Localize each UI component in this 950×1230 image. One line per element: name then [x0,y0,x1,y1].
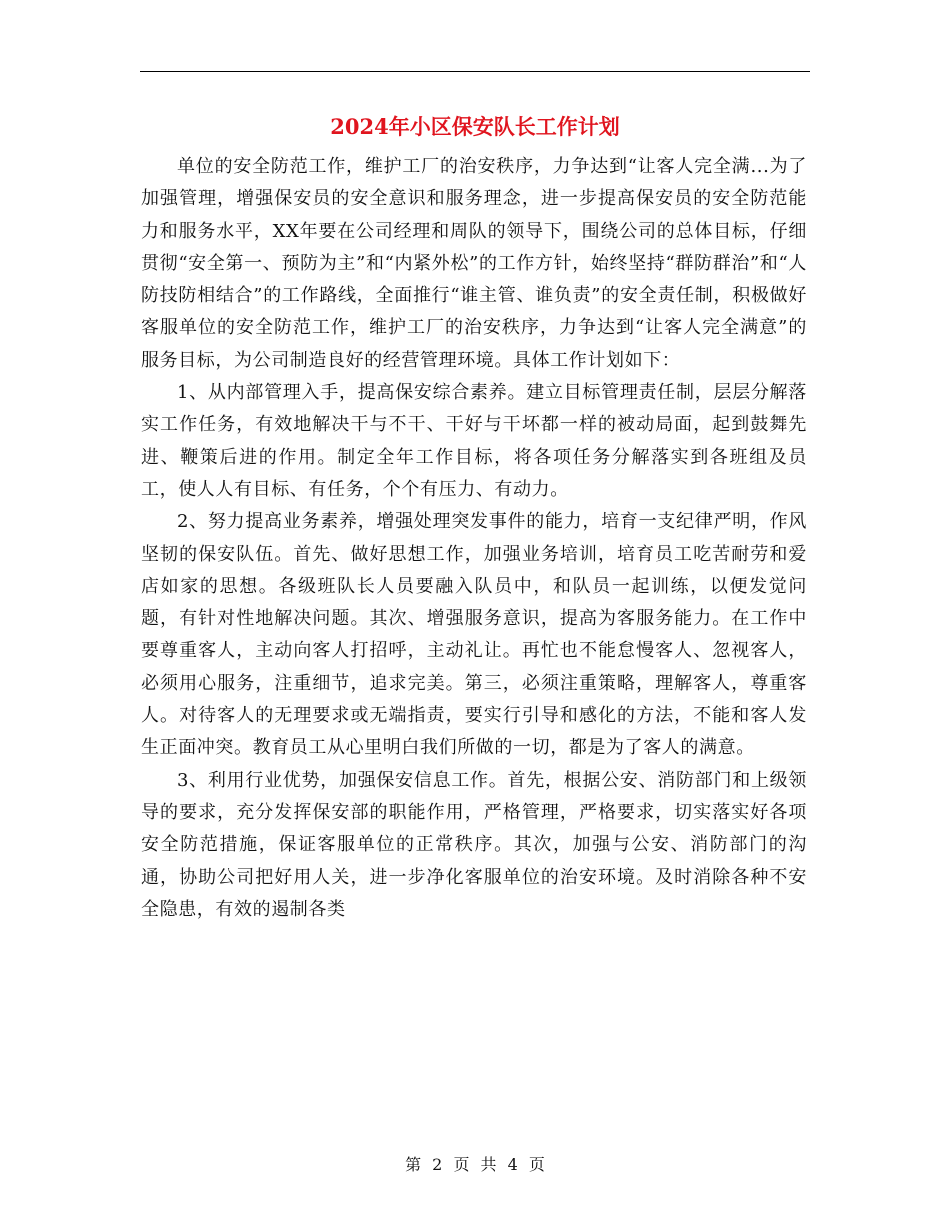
paragraph-item-3: 3、利用行业优势，加强保安信息工作。首先，根据公安、消防部门和上级领导的要求，充分发挥保安部的职能作用，严格管理，严格要求，切实落实好各项安全防范措施，保证客服单位的正常秩序。其次，加强与公安、消防部门的沟通，协助公司把好用人关，进一步净化客服单位的治安环境。及时消除各种不安全隐患，有效的遏制各类 [141,769,807,920]
paragraph-item-1: 1、从内部管理入手，提高保安综合素养。建立目标管理责任制，层层分解落实工作任务，有效地解决干与不干、干好与干坏都一样的被动局面，起到鼓舞先进、鞭策后进的作用。制定全年工作目标，将各项任务分解落实到各班组及员工，使人人有目标、有任务，个个有压力、有动力。 [141,382,807,500]
paragraph-intro: 单位的安全防范工作，维护工厂的治安秩序，力争达到“让客人完全满...为了加强管理，增强保安员的安全意识和服务理念，进一步提高保安员的安全防范能力和服务水平，XX年要在公司经理和周队的领导下，围绕公司的总体目标，仔细贯彻“安全第一、预防为主”和“内紧外松”的工作方针，始终坚持“群防群治”和“人防技防相结合”的工作路线，全面推行“谁主管、谁负责”的安全责任制，积极做好客服单位的安全防范工作，维护工厂的治安秩序，力争达到“让客人完全满意”的服务目标，为公司制造良好的经营管理环境。具体工作计划如下： [141,156,807,371]
paragraph-item-2: 2、努力提高业务素养，增强处理突发事件的能力，培育一支纪律严明，作风坚韧的保安队伍。首先、做好思想工作，加强业务培训，培育员工吃苦耐劳和爱店如家的思想。各级班队长人员要融入队员中，和队员一起训练，以便发觉问题，有针对性地解决问题。其次、增强服务意识，提高为客服务能力。在工作中要尊重客人，主动向客人打招呼，主动礼让。再忙也不能怠慢客人、忽视客人，必须用心服务，注重细节，追求完美。第三，必须注重策略，理解客人，尊重客人。对待客人的无理要求或无端指责，要实行引导和感化的方法，不能和客人发生正面冲突。教育员工从心里明白我们所做的一切，都是为了客人的满意。 [141,511,807,759]
page-number-footer: 第 2 页 共 4 页 [405,1155,545,1174]
header-rule [140,71,810,72]
document-body [141,151,807,926]
document-title: 2024年小区保安队长工作计划 [330,114,620,139]
